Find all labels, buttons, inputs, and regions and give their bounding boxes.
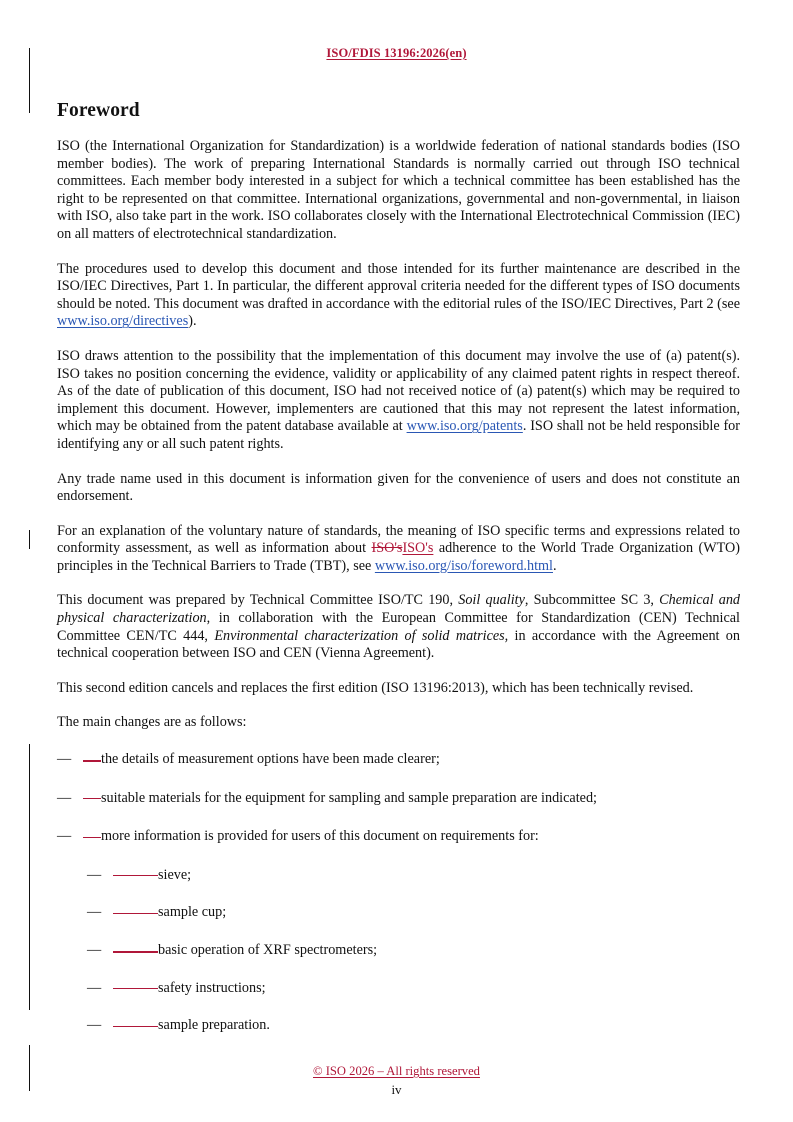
tracked-insertion-rule [83,798,101,799]
link-iso-directives[interactable]: www.iso.org/directives [57,313,189,330]
changes-list-level1 [57,751,740,846]
committee-title-chemical-physical: Chemical and physical characterization [57,592,741,627]
list-item [87,867,740,885]
tracked-insertion-rule [113,1026,158,1027]
paragraph-patents-text-after: . ISO shall not be held responsible for identifying any or all such patent rights. [57,418,741,452]
change-bar [29,530,30,549]
tracked-insertion-rule [83,837,101,838]
link-iso-patents[interactable]: www.iso.org/patents [406,418,523,435]
em-dash-marker: — [57,751,72,768]
list-item [87,942,740,960]
em-dash-marker: — [87,1017,102,1034]
list-item-label: more information is provided for users of this document on requirements for: [101,828,539,845]
paragraph-second-edition: This second edition cancels and replaces the first edition (ISO 13196:2013), which has been technically revised. [57,679,694,696]
paragraph-patents-text-before: ISO draws attention to the possibility that the implementation of this document may involve the use of (a) patent(s). ISO takes no position concerning the evidence, validity or applicability of any claimed patent rights in respect thereof. As of the date of publication of this document, ISO had not received notice of (a) patent(s) which may be required to implement this document. However, implementers are cautioned that this may not represent the latest information, which may be obtained from the patent database available at [57,347,740,435]
tracked-insertion-rule [113,951,158,953]
list-item [57,790,740,808]
list-item-label: suitable materials for the equipment for sampling and sample preparation are indicated; [101,789,597,806]
list-item-label: sieve; [158,866,192,883]
list-item-label: safety instructions; [158,979,266,996]
paragraph-procedures-text-after: ). [188,313,197,330]
paragraph-committee [57,592,740,662]
list-item-label: sample preparation. [158,1017,270,1034]
tracked-insertion-rule [113,988,158,989]
list-item [87,1017,740,1035]
paragraph-procedures [57,261,740,331]
link-iso-foreword[interactable]: www.iso.org/iso/foreword.html [374,557,553,574]
paragraph-trade-name: Any trade name used in this document is information given for the convenience of users and does not constitute an endorsement. [57,470,740,505]
copyright-notice[interactable]: © ISO 2026 – All rights reserved [313,1064,480,1078]
em-dash-marker: — [87,979,102,996]
tracked-insertion-rule [83,760,101,762]
list-item-label: sample cup; [158,904,227,921]
em-dash-marker: — [87,942,102,958]
document-reference[interactable]: ISO/FDIS 13196:2026(en) [326,46,467,60]
paragraph-voluntary-text-middle: adherence to the World Trade Organization (WTO) principles in the Technical Barriers to Trade (TBT), see [57,540,740,574]
paragraph-voluntary-text-before: For an explanation of the voluntary nature of standards, the meaning of ISO specific terms and expressions related to conformity assessment, as well as information about [57,522,740,557]
paragraph-patents [57,348,740,454]
change-bar [29,744,30,1010]
tracked-deletion: ISO's [371,540,403,557]
committee-text-d: in accordance with the Agreement on technical cooperation between ISO and CEN (Vienna Agreement). [57,627,740,662]
paragraph-procedures-text-before: The procedures used to develop this document and those intended for its further maintenance are described in the ISO/IEC Directives, Part 1. In particular, the different approval criteria needed for the different types of ISO documents should be noted. This document was drafted in accordance with the editorial rules of the ISO/IEC Directives, Part 2 (see [57,260,740,312]
committee-title-environmental: Environmental characterization of solid matrices, [214,627,509,644]
change-bar [29,99,30,113]
paragraph-iso-description: ISO (the International Organization for Standardization) is a worldwide federation of national standards bodies (ISO member bodies). The work of preparing International Standards is normally carried out through ISO technical committees. Each member body interested in a subject for which a technical committee has been established has the right to be represented on that committee. International organizations, governmental and non-governmental, in liaison with ISO, also take part in the work. ISO collaborates closely with the International Electrotechnical Commission (IEC) on all matters of electrotechnical standardization. [57,138,740,242]
document-footer [0,1064,793,1098]
document-body [57,100,740,1035]
em-dash-marker: — [57,789,72,806]
list-item [57,828,740,846]
committee-text-c: , in collaboration with the European Committee for Standardization (CEN) Technical Committee CEN/TC 444, [57,610,740,644]
em-dash-marker: — [87,904,102,921]
list-item-label: the details of measurement options have been made clearer; [101,751,440,768]
em-dash-marker: — [57,828,72,845]
em-dash-marker: — [87,866,102,883]
document-header [0,46,793,61]
list-item [87,980,740,998]
list-item [57,751,740,769]
tracked-insertion: ISO's [402,540,434,557]
page-number: iv [391,1082,402,1097]
committee-text-b: , Subcommittee SC 3, [524,592,660,609]
page-title: Foreword [57,100,140,121]
paragraph-voluntary-text-after: . [553,557,557,574]
committee-text-a: This document was prepared by Technical Committee ISO/TC 190, [57,592,459,609]
list-item-label: basic operation of XRF spectrometers; [158,942,378,958]
tracked-insertion-rule [113,875,158,876]
changes-list-level2 [87,867,740,1035]
paragraph-main-changes-intro: The main changes are as follows: [57,714,247,731]
tracked-insertion-rule [113,913,158,914]
list-item [87,904,740,922]
paragraph-voluntary-nature [57,523,740,576]
committee-title-soil-quality: Soil quality [458,592,525,609]
